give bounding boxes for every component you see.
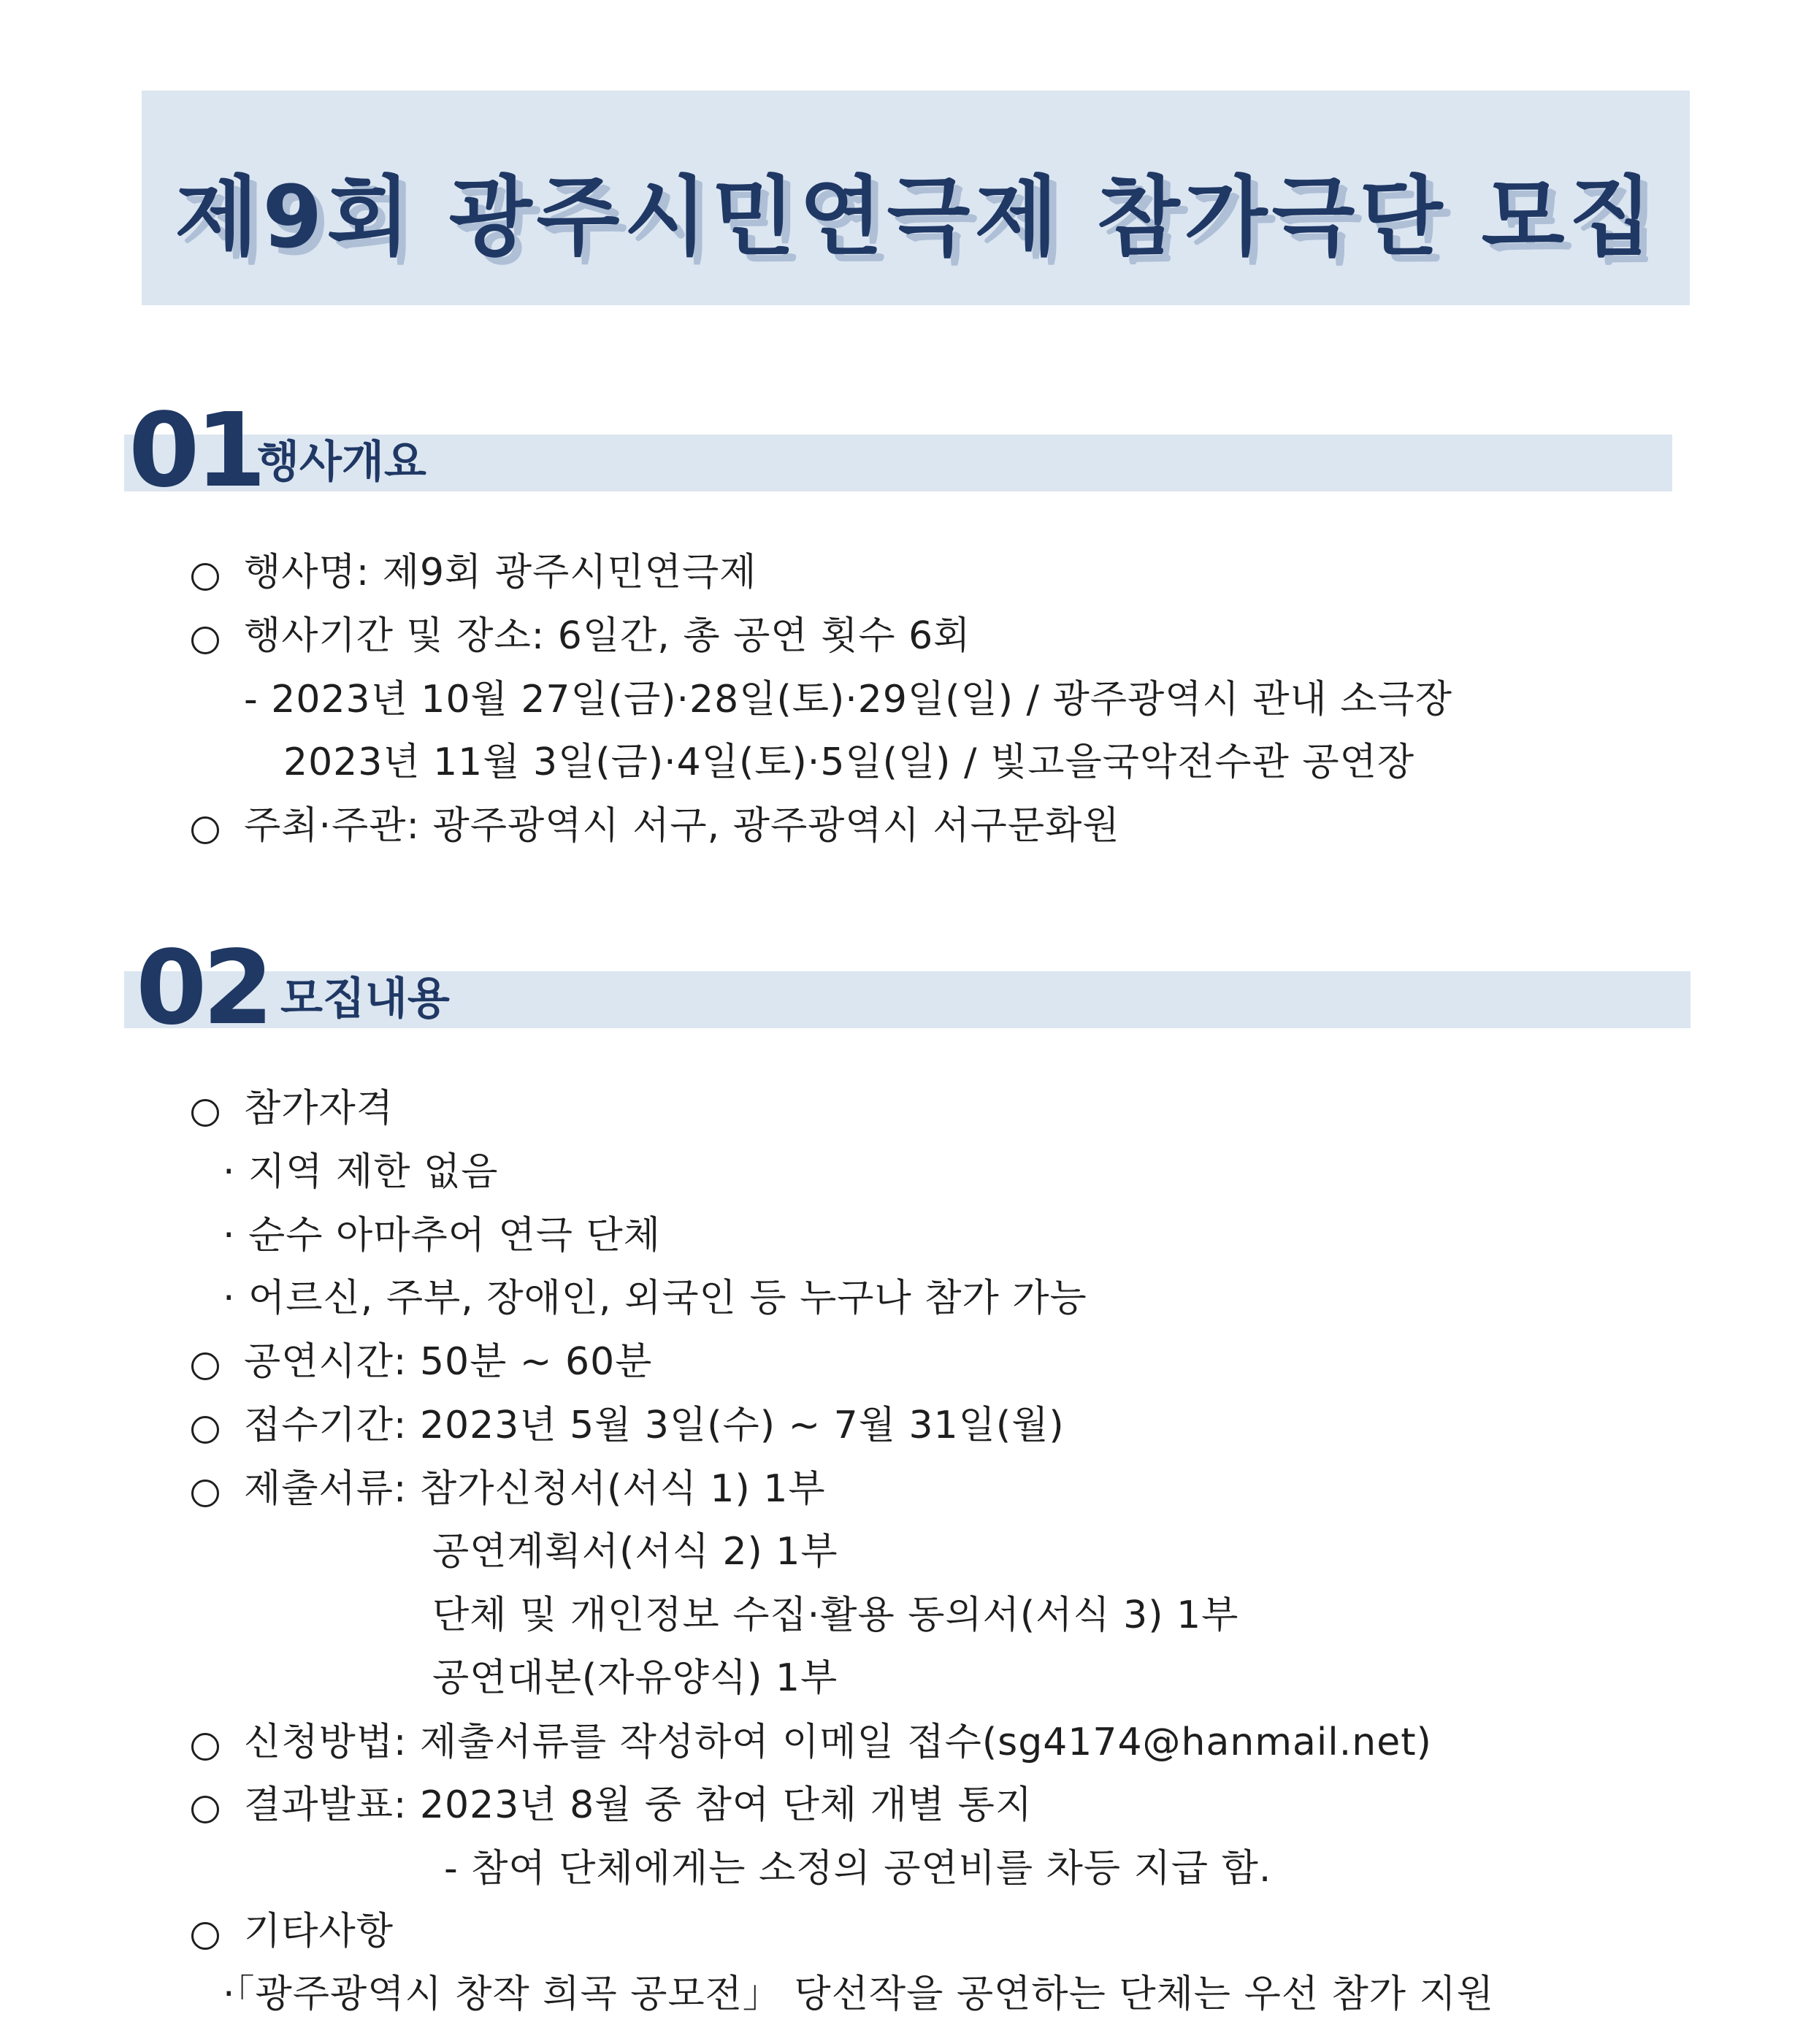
section-1-number: 01 — [129, 391, 262, 510]
bullet-circle-icon — [191, 627, 219, 654]
bullet-circle-icon — [191, 1352, 219, 1380]
schedule-november: 2023년 11월 3일(금)·4일(토)·5일(일) / 빛고을국악전수관 공연장 — [283, 740, 1415, 784]
result-announcement: 결과발표: 2023년 8월 중 참여 단체 개별 통지 — [244, 1783, 1033, 1827]
section-2-number: 02 — [136, 929, 269, 1048]
page-title: 제9회 광주시민연극제 참가극단 모집 — [175, 166, 1657, 267]
application-method: 신청방법: 제출서류를 작성하여 이메일 접수(sg4174@hanmail.net) — [244, 1720, 1432, 1764]
required-document-item: 공연계획서(서식 2) 1부 — [432, 1530, 838, 1574]
eligibility-item: · 어르신, 주부, 장애인, 외국인 등 누구나 참가 가능 — [223, 1276, 1087, 1320]
bullet-circle-icon — [191, 1416, 219, 1444]
bullet-circle-icon — [191, 1796, 219, 1823]
performance-time: 공연시간: 50분 ~ 60분 — [244, 1340, 653, 1384]
bullet-circle-icon — [191, 1922, 219, 1950]
eligibility-item: · 지역 제한 없음 — [223, 1150, 499, 1194]
eligibility-heading: 참가자격 — [244, 1087, 394, 1130]
title-banner — [142, 91, 1690, 305]
result-note: - 참여 단체에게는 소정의 공연비를 차등 지급 함. — [444, 1847, 1272, 1891]
required-document-item: 단체 및 개인정보 수집·활용 동의서(서식 3) 1부 — [432, 1593, 1239, 1637]
required-document-item: 공연대본(자유양식) 1부 — [432, 1656, 838, 1700]
event-period-venue: 행사기간 및 장소: 6일간, 총 공연 횟수 6회 — [244, 614, 971, 658]
required-documents: 제출서류: 참가신청서(서식 1) 1부 — [244, 1467, 826, 1511]
organizers: 주최·주관: 광주광역시 서구, 광주광역시 서구문화원 — [244, 804, 1120, 848]
bullet-circle-icon — [191, 816, 219, 844]
bullet-circle-icon — [191, 563, 219, 591]
application-period: 접수기간: 2023년 5월 3일(수) ~ 7월 31일(월) — [244, 1404, 1065, 1447]
other-notes-heading: 기타사항 — [244, 1910, 394, 1953]
bullet-circle-icon — [191, 1733, 219, 1761]
schedule-october: - 2023년 10월 27일(금)·28일(토)·29일(일) / 광주광역시 관내 소극장 — [244, 678, 1452, 721]
section-1-label: 행사개요 — [257, 437, 426, 488]
section-2-label: 모집내용 — [280, 973, 450, 1025]
eligibility-item: · 순수 아마추어 연극 단체 — [223, 1214, 661, 1258]
other-notes-item: ·「광주광역시 창작 희곡 공모전」 당선작을 공연하는 단체는 우선 참가 지원 — [223, 1972, 1495, 2016]
event-name: 행사명: 제9회 광주시민연극제 — [244, 551, 757, 594]
bullet-circle-icon — [191, 1480, 219, 1507]
bullet-circle-icon — [191, 1099, 219, 1127]
